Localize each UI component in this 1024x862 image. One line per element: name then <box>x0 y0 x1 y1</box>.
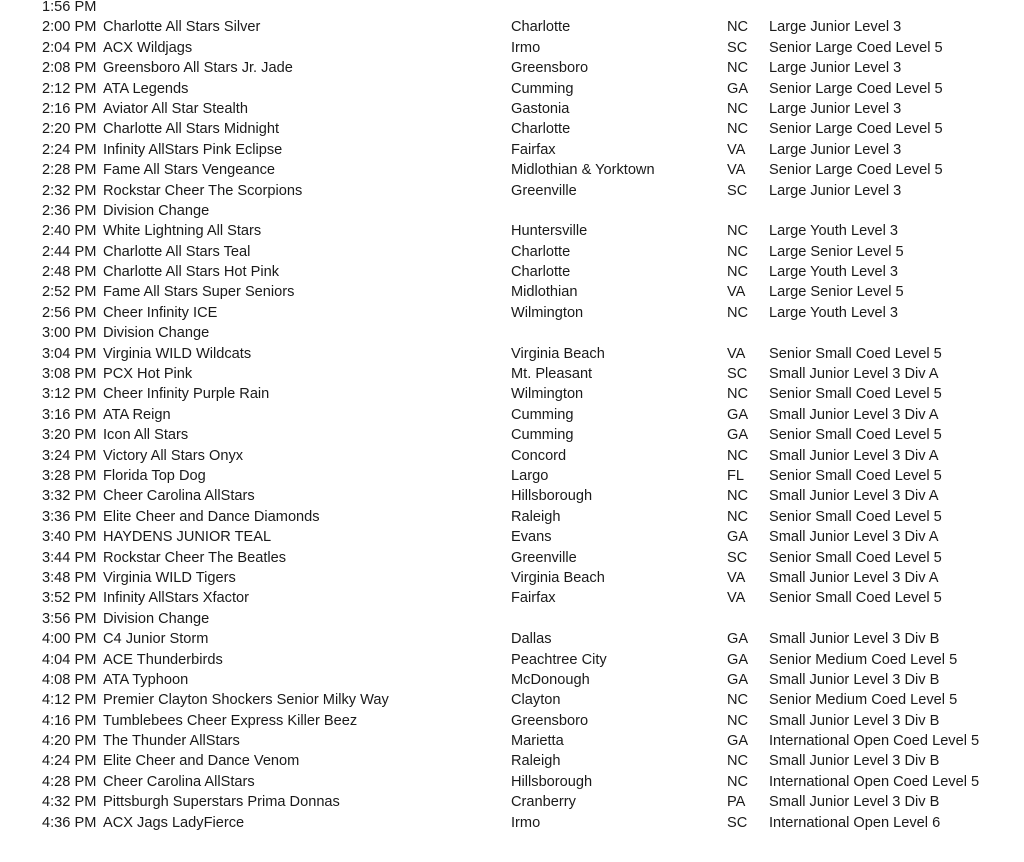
team-division: Small Junior Level 3 Div A <box>769 488 939 505</box>
team-city: Raleigh <box>511 508 561 525</box>
schedule-row <box>0 99 1024 119</box>
schedule-row <box>0 792 1024 812</box>
schedule-row <box>0 0 1024 17</box>
team-name: C4 Junior Storm <box>103 631 209 648</box>
performance-time: 2:40 PM <box>42 223 97 240</box>
team-name: Tumblebees Cheer Express Killer Beez <box>103 712 358 729</box>
performance-time: 3:12 PM <box>42 386 97 403</box>
performance-time: 3:40 PM <box>42 529 97 546</box>
team-division: Senior Large Coed Level 5 <box>769 162 943 179</box>
performance-time: 2:28 PM <box>42 162 97 179</box>
schedule-row <box>0 364 1024 384</box>
team-city: Virginia Beach <box>511 569 605 586</box>
team-name: Aviator All Star Stealth <box>103 100 248 117</box>
performance-time: 3:52 PM <box>42 590 97 607</box>
team-division: Senior Small Coed Level 5 <box>769 345 942 362</box>
team-name: Cheer Infinity ICE <box>103 304 218 321</box>
team-city: Midlothian <box>511 284 578 301</box>
team-city: Charlotte <box>511 19 571 36</box>
team-state: VA <box>727 141 746 158</box>
schedule-row <box>0 58 1024 78</box>
team-city: Cranberry <box>511 794 576 811</box>
team-city: Fairfax <box>511 141 556 158</box>
performance-time: 3:04 PM <box>42 345 97 362</box>
team-city: Greenville <box>511 182 577 199</box>
performance-time: 2:00 PM <box>42 19 97 36</box>
performance-time: 3:44 PM <box>42 549 97 566</box>
schedule-row <box>0 751 1024 771</box>
team-division: Senior Large Coed Level 5 <box>769 39 943 56</box>
schedule-row <box>0 568 1024 588</box>
team-division: Large Youth Level 3 <box>769 304 899 321</box>
team-state: SC <box>727 182 748 199</box>
team-name: Rockstar Cheer The Scorpions <box>103 182 303 199</box>
team-division: International Open Coed Level 5 <box>769 733 980 750</box>
schedule-row <box>0 425 1024 445</box>
team-state: NC <box>727 19 749 36</box>
performance-time: 4:32 PM <box>42 794 97 811</box>
team-city: Midlothian & Yorktown <box>511 162 655 179</box>
performance-time: 4:08 PM <box>42 671 97 688</box>
team-name: Elite Cheer and Dance Diamonds <box>103 508 320 525</box>
schedule-row <box>0 405 1024 425</box>
team-state: SC <box>727 39 748 56</box>
team-state: GA <box>727 406 749 423</box>
team-name: Division Change <box>103 325 210 342</box>
team-city: Clayton <box>511 692 561 709</box>
schedule-row <box>0 140 1024 160</box>
team-name: Charlotte All Stars Teal <box>103 243 251 260</box>
performance-time: 4:16 PM <box>42 712 97 729</box>
team-name: Victory All Stars Onyx <box>103 447 244 464</box>
performance-time: 3:16 PM <box>42 406 97 423</box>
team-city: Irmo <box>511 39 541 56</box>
performance-time: 4:00 PM <box>42 631 97 648</box>
performance-time: 2:48 PM <box>42 264 97 281</box>
team-state: GA <box>727 80 749 97</box>
team-division: Large Youth Level 3 <box>769 223 899 240</box>
team-city: Gastonia <box>511 100 570 117</box>
performance-time: 2:56 PM <box>42 304 97 321</box>
team-city: Greensboro <box>511 712 589 729</box>
team-state: NC <box>727 243 749 260</box>
team-city: Irmo <box>511 814 541 831</box>
team-city: Mt. Pleasant <box>511 366 593 383</box>
team-city: Hillsborough <box>511 488 593 505</box>
team-state: VA <box>727 590 746 607</box>
team-name: PCX Hot Pink <box>103 366 193 383</box>
schedule-row <box>0 629 1024 649</box>
schedule-row <box>0 160 1024 180</box>
team-city: Wilmington <box>511 386 584 403</box>
team-city: Charlotte <box>511 264 571 281</box>
team-name: Greensboro All Stars Jr. Jade <box>103 60 293 77</box>
team-state: NC <box>727 753 749 770</box>
team-name: Virginia WILD Tigers <box>103 569 236 586</box>
team-division: International Open Coed Level 5 <box>769 773 980 790</box>
team-city: Charlotte <box>511 243 571 260</box>
team-state: VA <box>727 284 746 301</box>
team-state: VA <box>727 162 746 179</box>
team-city: Cumming <box>511 427 574 444</box>
performance-time: 2:12 PM <box>42 80 97 97</box>
team-state: GA <box>727 651 749 668</box>
schedule-row <box>0 548 1024 568</box>
performance-time: 2:24 PM <box>42 141 97 158</box>
schedule-row <box>0 181 1024 201</box>
team-name: Cheer Carolina AllStars <box>103 773 255 790</box>
performance-time: 3:24 PM <box>42 447 97 464</box>
team-state: NC <box>727 773 749 790</box>
team-state: NC <box>727 60 749 77</box>
team-state: SC <box>727 814 748 831</box>
team-name: ACE Thunderbirds <box>103 651 223 668</box>
schedule-row <box>0 731 1024 751</box>
team-state: VA <box>727 345 746 362</box>
schedule-row <box>0 466 1024 486</box>
team-name: Fame All Stars Vengeance <box>103 162 275 179</box>
schedule-row <box>0 690 1024 710</box>
schedule-row <box>0 650 1024 670</box>
team-division: Large Youth Level 3 <box>769 264 899 281</box>
team-city: Greensboro <box>511 60 589 77</box>
performance-time: 4:28 PM <box>42 773 97 790</box>
team-state: GA <box>727 631 749 648</box>
team-division: Large Junior Level 3 <box>769 182 902 199</box>
performance-time: 3:08 PM <box>42 366 97 383</box>
schedule-row <box>0 17 1024 37</box>
team-division: Small Junior Level 3 Div A <box>769 406 939 423</box>
performance-time: 2:04 PM <box>42 39 97 56</box>
team-city: Evans <box>511 529 552 546</box>
team-name: ATA Typhoon <box>103 671 189 688</box>
team-division: Small Junior Level 3 Div A <box>769 569 939 586</box>
team-city: Wilmington <box>511 304 584 321</box>
team-state: NC <box>727 508 749 525</box>
team-state: SC <box>727 549 748 566</box>
team-division: Large Junior Level 3 <box>769 60 902 77</box>
performance-time: 3:36 PM <box>42 508 97 525</box>
team-state: VA <box>727 569 746 586</box>
performance-time: 2:16 PM <box>42 100 97 117</box>
team-city: Marietta <box>511 733 564 750</box>
division-change-row <box>0 201 1024 221</box>
performance-time: 4:20 PM <box>42 733 97 750</box>
team-name: White Lightning All Stars <box>103 223 262 240</box>
schedule-row <box>0 282 1024 302</box>
performance-time: 2:08 PM <box>42 60 97 77</box>
team-state: NC <box>727 447 749 464</box>
team-city: Peachtree City <box>511 651 607 668</box>
team-name: Elite Cheer and Dance Venom <box>103 753 300 770</box>
team-name: Pittsburgh Superstars Prima Donnas <box>103 794 340 811</box>
performance-time: 3:56 PM <box>42 610 97 627</box>
schedule-row <box>0 507 1024 527</box>
performance-time: 1:56 PM <box>42 0 97 15</box>
team-name: Florida Top Dog <box>103 467 206 484</box>
team-division: Small Junior Level 3 Div A <box>769 366 939 383</box>
schedule-row <box>0 527 1024 547</box>
team-name: Fame All Stars Super Seniors <box>103 284 295 301</box>
team-state: NC <box>727 692 749 709</box>
team-state: NC <box>727 121 749 138</box>
performance-time: 4:36 PM <box>42 814 97 831</box>
performance-time: 4:04 PM <box>42 651 97 668</box>
team-name: ACX Wildjags <box>103 39 193 56</box>
team-name: Infinity AllStars Xfactor <box>103 590 249 607</box>
team-city: Greenville <box>511 549 577 566</box>
schedule-row <box>0 711 1024 731</box>
schedule-row <box>0 486 1024 506</box>
team-name: Rockstar Cheer The Beatles <box>103 549 287 566</box>
schedule-row <box>0 588 1024 608</box>
schedule-row <box>0 38 1024 58</box>
performance-time: 2:20 PM <box>42 121 97 138</box>
team-state: GA <box>727 671 749 688</box>
team-state: NC <box>727 223 749 240</box>
team-city: Cumming <box>511 406 574 423</box>
team-name: Premier Clayton Shockers Senior Milky Way <box>103 692 389 709</box>
team-division: Senior Small Coed Level 5 <box>769 386 942 403</box>
team-division: Small Junior Level 3 Div A <box>769 529 939 546</box>
team-name: ATA Reign <box>103 406 171 423</box>
team-state: PA <box>727 794 746 811</box>
performance-time: 3:20 PM <box>42 427 97 444</box>
team-name: The Thunder AllStars <box>103 733 240 750</box>
team-division: Senior Large Coed Level 5 <box>769 80 943 97</box>
division-change-row <box>0 323 1024 343</box>
performance-time: 3:48 PM <box>42 569 97 586</box>
team-division: Large Junior Level 3 <box>769 19 902 36</box>
performance-time: 4:24 PM <box>42 753 97 770</box>
team-name: Division Change <box>103 202 210 219</box>
team-name: Virginia WILD Wildcats <box>103 345 252 362</box>
performance-time: 2:36 PM <box>42 202 97 219</box>
team-city: Hillsborough <box>511 773 593 790</box>
team-state: NC <box>727 712 749 729</box>
team-division: Senior Medium Coed Level 5 <box>769 692 958 709</box>
team-division: Senior Medium Coed Level 5 <box>769 651 958 668</box>
team-state: NC <box>727 264 749 281</box>
team-division: Large Senior Level 5 <box>769 243 904 260</box>
team-name: Cheer Carolina AllStars <box>103 488 255 505</box>
team-city: Charlotte <box>511 121 571 138</box>
team-state: NC <box>727 488 749 505</box>
team-state: NC <box>727 386 749 403</box>
team-state: GA <box>727 733 749 750</box>
team-division: Large Junior Level 3 <box>769 100 902 117</box>
schedule-row <box>0 242 1024 262</box>
team-division: Senior Small Coed Level 5 <box>769 427 942 444</box>
performance-time: 2:44 PM <box>42 243 97 260</box>
division-change-row <box>0 609 1024 629</box>
team-name: HAYDENS JUNIOR TEAL <box>103 529 272 546</box>
team-name: Cheer Infinity Purple Rain <box>103 386 270 403</box>
performance-time: 3:32 PM <box>42 488 97 505</box>
team-state: SC <box>727 366 748 383</box>
team-state: NC <box>727 304 749 321</box>
team-division: Small Junior Level 3 Div A <box>769 447 939 464</box>
team-division: Senior Small Coed Level 5 <box>769 467 942 484</box>
team-division: Large Senior Level 5 <box>769 284 904 301</box>
schedule-row <box>0 79 1024 99</box>
schedule-row <box>0 772 1024 792</box>
team-city: Virginia Beach <box>511 345 605 362</box>
team-state: NC <box>727 100 749 117</box>
performance-time: 3:28 PM <box>42 467 97 484</box>
team-division: Large Junior Level 3 <box>769 141 902 158</box>
schedule-row <box>0 670 1024 690</box>
team-name: Charlotte All Stars Midnight <box>103 121 280 138</box>
team-division: Small Junior Level 3 Div B <box>769 671 940 688</box>
team-city: Raleigh <box>511 753 561 770</box>
team-name: ATA Legends <box>103 80 189 97</box>
team-city: Largo <box>511 467 549 484</box>
team-city: Cumming <box>511 80 574 97</box>
team-city: Concord <box>511 447 567 464</box>
team-division: Senior Large Coed Level 5 <box>769 121 943 138</box>
team-city: McDonough <box>511 671 590 688</box>
schedule-row <box>0 813 1024 833</box>
team-division: Small Junior Level 3 Div B <box>769 794 940 811</box>
schedule-row <box>0 262 1024 282</box>
team-name: ACX Jags LadyFierce <box>103 814 245 831</box>
team-name: Division Change <box>103 610 210 627</box>
team-division: Small Junior Level 3 Div B <box>769 631 940 648</box>
team-city: Huntersville <box>511 223 588 240</box>
team-city: Fairfax <box>511 590 556 607</box>
performance-time: 3:00 PM <box>42 325 97 342</box>
schedule-row <box>0 303 1024 323</box>
schedule-row <box>0 221 1024 241</box>
team-division: International Open Level 6 <box>769 814 941 831</box>
schedule-row <box>0 119 1024 139</box>
team-name: Icon All Stars <box>103 427 189 444</box>
team-name: Charlotte All Stars Silver <box>103 19 261 36</box>
performance-time: 2:52 PM <box>42 284 97 301</box>
performance-time: 4:12 PM <box>42 692 97 709</box>
team-division: Senior Small Coed Level 5 <box>769 549 942 566</box>
team-division: Senior Small Coed Level 5 <box>769 590 942 607</box>
schedule-row <box>0 344 1024 364</box>
team-state: FL <box>727 467 745 484</box>
team-name: Charlotte All Stars Hot Pink <box>103 264 280 281</box>
team-state: GA <box>727 427 749 444</box>
schedule-row <box>0 384 1024 404</box>
team-state: GA <box>727 529 749 546</box>
team-division: Senior Small Coed Level 5 <box>769 508 942 525</box>
team-city: Dallas <box>511 631 552 648</box>
schedule-row <box>0 446 1024 466</box>
performance-time: 2:32 PM <box>42 182 97 199</box>
team-name: Infinity AllStars Pink Eclipse <box>103 141 283 158</box>
team-division: Small Junior Level 3 Div B <box>769 753 940 770</box>
team-division: Small Junior Level 3 Div B <box>769 712 940 729</box>
